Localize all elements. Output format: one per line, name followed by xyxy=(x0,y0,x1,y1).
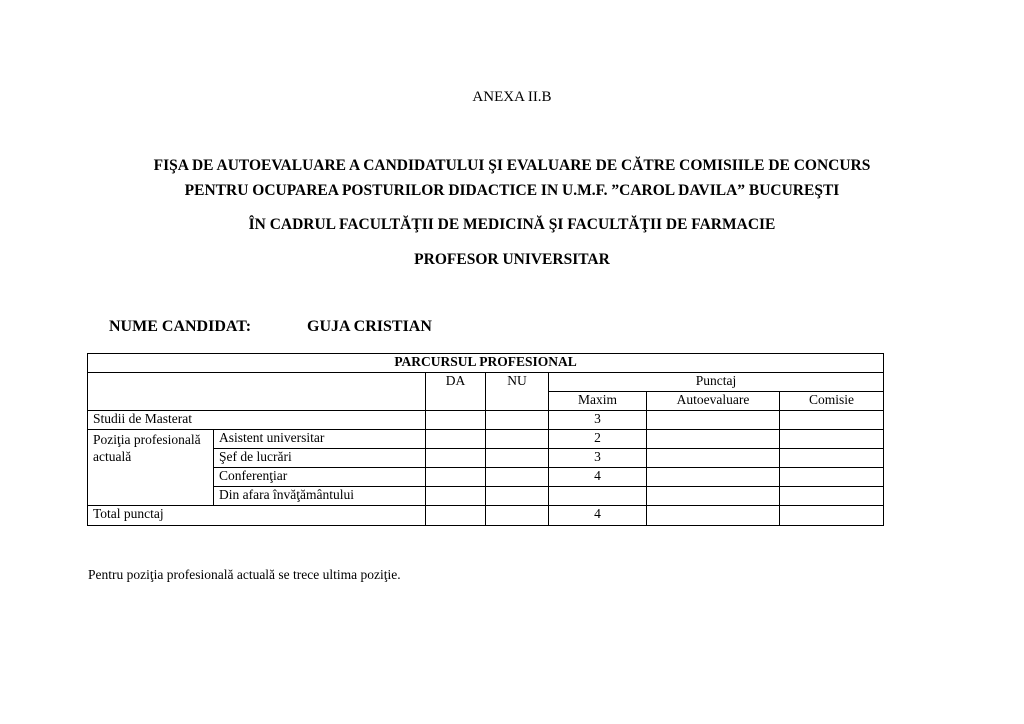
maxim-cell: 3 xyxy=(549,411,647,430)
section-header-row xyxy=(88,354,884,373)
da-cell[interactable] xyxy=(426,487,486,506)
da-cell[interactable] xyxy=(426,449,486,468)
autoevaluare-cell[interactable] xyxy=(647,411,780,430)
comisie-cell[interactable] xyxy=(780,449,884,468)
maxim-cell: 2 xyxy=(549,430,647,449)
da-cell[interactable] xyxy=(426,430,486,449)
section-title: PARCURSUL PROFESIONAL xyxy=(88,354,884,373)
position-label: Şef de lucrări xyxy=(214,449,426,468)
candidate-label: NUME CANDIDAT: xyxy=(109,318,252,335)
comisie-cell[interactable] xyxy=(780,468,884,487)
maxim-cell: 4 xyxy=(549,506,647,526)
maxim-cell: 3 xyxy=(549,449,647,468)
col-punctaj-header: Punctaj xyxy=(549,373,884,392)
title-line-4: PROFESOR UNIVERSITAR xyxy=(414,251,610,268)
position-label: Asistent universitar xyxy=(214,430,426,449)
nu-cell[interactable] xyxy=(486,449,549,468)
position-label: Din afara învăţământului xyxy=(214,487,426,506)
col-maxim-header: Maxim xyxy=(549,392,647,411)
nu-cell[interactable] xyxy=(486,487,549,506)
footnote: Pentru poziţia profesională actuală se trece ultima poziţie. xyxy=(88,567,401,582)
col-nu-header: NU xyxy=(486,373,549,411)
title-line-1: FIŞA DE AUTOEVALUARE A CANDIDATULUI ŞI EVALUARE DE CĂTRE COMISIILE DE CONCURS xyxy=(153,157,871,174)
comisie-cell[interactable] xyxy=(780,430,884,449)
header-row-1 xyxy=(88,373,884,392)
total-row xyxy=(88,506,884,526)
maxim-cell: 4 xyxy=(549,468,647,487)
da-cell[interactable] xyxy=(426,411,486,430)
col-autoevaluare-header: Autoevaluare xyxy=(647,392,780,411)
col-comisie-header: Comisie xyxy=(780,392,884,411)
row-label-masterat: Studii de Masterat xyxy=(88,411,426,430)
autoevaluare-cell[interactable] xyxy=(647,468,780,487)
comisie-cell[interactable] xyxy=(780,411,884,430)
da-cell[interactable] xyxy=(426,468,486,487)
candidate-name: GUJA CRISTIAN xyxy=(307,318,432,335)
da-cell[interactable] xyxy=(426,506,486,526)
position-label: Conferenţiar xyxy=(214,468,426,487)
header-blank-cell xyxy=(88,373,426,411)
table-row xyxy=(88,411,884,430)
total-label: Total punctaj xyxy=(88,506,426,526)
autoevaluare-cell[interactable] xyxy=(647,506,780,526)
autoevaluare-cell[interactable] xyxy=(647,487,780,506)
nu-cell[interactable] xyxy=(486,430,549,449)
autoevaluare-cell[interactable] xyxy=(647,449,780,468)
autoevaluare-cell[interactable] xyxy=(647,430,780,449)
comisie-cell[interactable] xyxy=(780,506,884,526)
nu-cell[interactable] xyxy=(486,411,549,430)
position-group-label: Poziţia profesională actuală xyxy=(88,430,214,506)
evaluation-table xyxy=(87,353,884,526)
annex-label: ANEXA II.B xyxy=(472,89,552,105)
comisie-cell[interactable] xyxy=(780,487,884,506)
maxim-cell xyxy=(549,487,647,506)
nu-cell[interactable] xyxy=(486,506,549,526)
nu-cell[interactable] xyxy=(486,468,549,487)
title-line-2: PENTRU OCUPAREA POSTURILOR DIDACTICE IN U.M.F. ”CAROL DAVILA” BUCUREŞTI xyxy=(184,182,840,199)
table-row xyxy=(88,430,884,449)
title-line-3: ÎN CADRUL FACULTĂŢII DE MEDICINĂ ŞI FACULTĂŢII DE FARMACIE xyxy=(248,216,776,233)
col-da-header: DA xyxy=(426,373,486,411)
